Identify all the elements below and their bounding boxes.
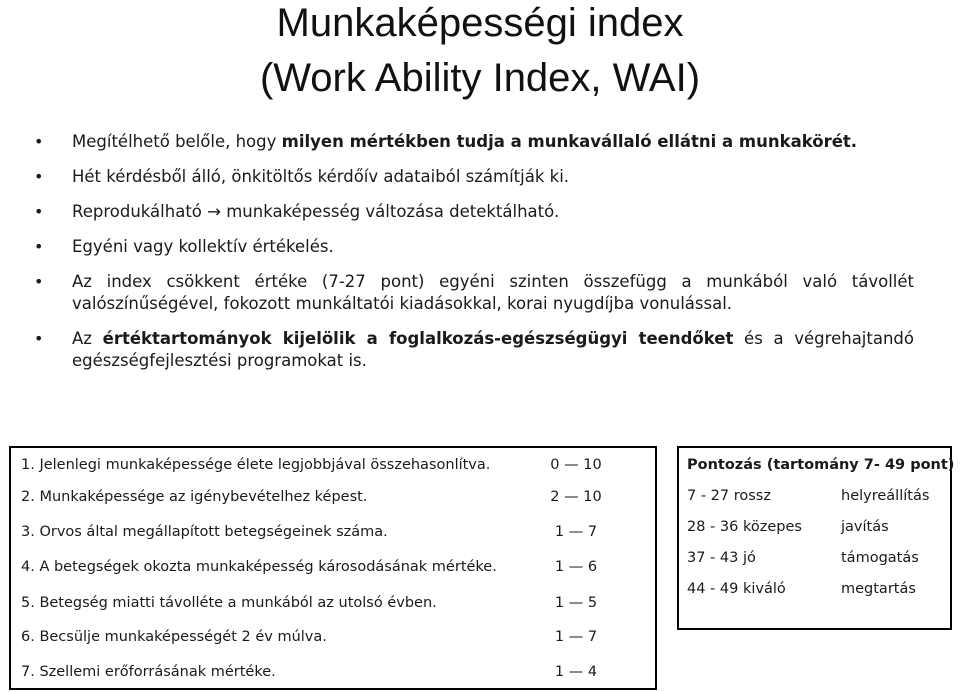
question-range: 1 — 7 [554,629,598,645]
scoring-row [687,547,944,569]
bullet-item: • Hét kérdésből álló, önkitöltős kérdőív adataiból számítják ki. [34,167,570,186]
scoring-header: Pontozás (tartomány 7- 49 pont) [687,457,955,473]
scoring-box [677,446,955,630]
question-range: 2 — 10 [550,489,602,505]
arrow-icon: → [207,202,221,221]
bullet-icon: • [34,272,44,291]
question-row [21,661,655,683]
question-text: 3. Orvos által megállapított betegségeinek száma. [21,524,388,540]
page-subtitle: (Work Ability Index, WAI) [259,56,701,100]
scoring-row [687,578,944,600]
score-range: 7 - 27 rossz [687,488,771,504]
bullet-item: • Az értéktartományok kijelölik a foglalkozás-egészségügyi teendőket és a végrehajtandó egészségfejlesztési programokat is. [34,329,914,370]
question-row [21,592,655,614]
question-range: 0 — 10 [550,457,602,473]
bullet-item: • Egyéni vagy kollektív értékelés. [34,237,334,256]
score-range: 28 - 36 közepes [687,519,802,535]
question-row [21,521,655,543]
bullet-icon: • [34,202,44,221]
bullet-item: • Megítélhető belőle, hogy milyen mértékben tudja a munkavállaló ellátni a munkakörét. [34,132,858,151]
question-text: 4. A betegségek okozta munkaképesség károsodásának mértéke. [21,559,497,575]
score-range: 44 - 49 kiváló [687,581,786,597]
question-range: 1 — 6 [554,559,598,575]
question-text: 5. Betegség miatti távolléte a munkából az utolsó évben. [21,595,437,611]
score-range: 37 - 43 jó [687,550,756,566]
score-action: támogatás [841,550,919,566]
score-action: helyreállítás [841,488,930,504]
bullet-icon: • [34,237,44,256]
question-text: 1. Jelenlegi munkaképessége élete legjobbjával összehasonlítva. [21,457,491,473]
question-text: 2. Munkaképessége az igénybevételhez képest. [21,489,368,505]
question-range: 1 — 4 [554,664,598,680]
bullet-item: • Reprodukálható → munkaképesség változása detektálható. [34,202,560,221]
score-action: megtartás [841,581,916,597]
question-text: 6. Becsülje munkaképességét 2 év múlva. [21,629,327,645]
question-row [21,454,655,476]
page-title: Munkaképességi index [276,1,684,45]
question-row [21,556,655,578]
scoring-row [687,516,944,538]
questions-box [9,446,657,690]
question-range: 1 — 7 [554,524,598,540]
scoring-row [687,485,944,507]
bullet-icon: • [34,132,44,151]
bullet-icon: • [34,329,44,348]
bullet-icon: • [34,167,44,186]
question-text: 7. Szellemi erőforrásának mértéke. [21,664,276,680]
bullet-item: • Az index csökkent értéke (7-27 pont) egyéni szinten összefügg a munkából való távollét valószínűségével, fokozott munkáltatói kiadásokkal, korai nyugdíjba vonulással. [34,272,914,313]
question-row [21,486,655,508]
question-row [21,626,655,648]
question-range: 1 — 5 [554,595,598,611]
bullet-list [34,131,914,385]
score-action: javítás [841,519,889,535]
